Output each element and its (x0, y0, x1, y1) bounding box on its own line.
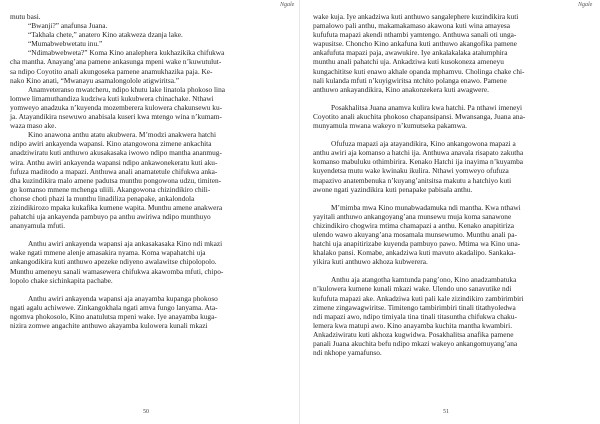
paragraph: Anamveteranso mwatcheru, ndipo khutu lake linatola phokoso lina lomwe limamuthandiza kudziwa kuti kukubwera chinachake. Nthawi yomweyo anadzuka n’kuyenda mozemberera kulowera chakunsewu ku- ja. Atayandikira nsewuwo anabisala kuseri kwa mtengo wina n’kumam- waza maso ake. (10, 84, 226, 131)
paragraph: Anthu awiri ankayenda wapansi aja ankasakasaka Kino ndi mkazi wake ngati mmene alenje amasakira nyama. Koma wapahatchi uja ankangodikira kuti anthuwo apezeke ndiyeno awalawitse chipolopolo. Munthu ameneyu sanali wamasewera chifukwa akawomba mfuti, chipo- lopolo chake sichinkapita pachabe. (10, 239, 224, 285)
running-header: Ngale (578, 2, 593, 8)
page-number: 50 (143, 409, 149, 415)
paragraph: “Mumabwebwetatu inu.” (28, 39, 103, 49)
paragraph: “Bwanji?” anafunsa Juana. (28, 21, 108, 31)
right-page (300, 0, 600, 424)
paragraph: Anthu aja atangotha kamtunda pang’ono, Kino anadzambatuka n’kulowera kumene kunali mkazi wake. Ulendo uno sanavutike ndi kufufuta mapazi ake. Ankadziwa kuti pali kale zizindikiro zambirimbiri zimene zingawagwiritse. Timitengo tambirimbiri tinali titathyoledwa ndi mapazi awo, ndipo timiyala tina tinali titasuntha chifukwa chaku- lemera kwa matupi awo. Kino anayamba kuchita mantha kwambiri. Ankadziwiratu kuti akhoza kugwidwa. Posakhalitsa anafika pamene panali Juana akuchita befu ndipo mkazi wakeyo ankangomuyang’ana ndi nkhope yamafunso. (313, 275, 524, 358)
paragraph: Ofufuza mapazi aja atayandikira, Kino ankangowona mapazi a anthu awiri aja komanso a hatchi ija. Anthuwa anavala risapato zakutha komanso mabuluku othimbirira. Kenako Hatchi ija inayima n’kuyamba kuyendetsa mutu wake kwinaku ikulira. Nthawi yomweyo ofufuza mapazivo anatembenuka n’kuyang’anitsitsa makutu a hatchiyo kuti awone ngati yazindikira kuti penapake pabisala anthu. (313, 139, 524, 194)
running-header: Ngale (280, 2, 295, 8)
paragraph: mutu basi. (10, 12, 41, 21)
paragraph: M’mimba mwa Kino munabwadamuka ndi mantha. Kwa nthawi yayitali anthuwo ankangoyang’ana munsewu muja koma sanawone chizindikiro chogwira mtima chamapazi a anthu. Kenako anapitiriza ulendo wawo akuyang’ana mosamala munsewumo. Munthu anali pa- hatchi uja anapitirizabe kuyenda pambuyo pawo. Mtima wa Kino una- khalako pansi. Komabe, ankadziwa kuti mavuto akadalipo. Sankaka- yikira kuti anthuwo akhoza kubwerera. (313, 202, 521, 267)
page-text (313, 12, 588, 357)
paragraph: “Ndimabwebweta?” Koma Kino analephera kukhazikika chifukwa cha mantha. Anayang’ana pamene ankasunga mpeni wake n’kuwutulut- sa ndipo Coyotito anali akungoseka pamene anamukhazika paja. Ke- nako Kino anati, “Mwanayu asamalongolole atigwiritsa.” (10, 48, 225, 85)
page-text (10, 12, 287, 330)
paragraph: Posakhalitsa Juana anamva kulira kwa hatchi. Pa nthawi imeneyi Coyotito anali akuchita phokoso chapansipansi. Mwansanga, Juana ana- munyamula mwana wakeyo n’kumutseka pakamwa. (313, 102, 526, 131)
paragraph: wake kuja. Iye ankadziwa kuti anthuwo sangalephere kuzindikira kuti pamalowo pali anthu, makamakamaso akawona kuti wina amayesa kufufuta mapazi akendi nthambi yamtengo. Anthuwa sanali oti unga- wapusitse. Choncho Kino ankafuna kuti anthuwo akangofika pamene ankafufuta mapazi paja, awawukire. Iye ankalakalaka atalumphira munthu anali pahatchi uja. Ankadziwa kuti kusokoneza ameneyu kungachititse kuti enawo akhale opanda mphamvu. Cholinga chake chi- nali kulanda mfuti n’kuyigwiritsa ntchito polanga enawo. Pamene anthuwo ankayandikira, Kino anakonzekera kuti awagwere. (313, 12, 525, 94)
paragraph: “Takhala chete,” anatero Kino atakweza dzanja lake. (28, 30, 183, 40)
paragraph: Anthu awiri ankayenda wapansi aja anayamba kupanga phokoso ngati agalu achiwewe. Zinkangokhala ngati amva fungo lanyama. Ata- ngomva phokosolo, Kino anatulutsa mpeni wake. Iye anayamba kuga- nizira zomwe angachite anthuwo akayamba kulowera kunali mkazi (10, 293, 218, 330)
paragraph: Kino anawona anthu atatu akubwera. M’modzi anakwera hatchi ndipo awiri ankayenda wapansi. Kino atangowona zimene ankachita anadziwiratu kuti anthuwo akusakasaka iwowo ndipo mantha ananmug- wira. Anthu awiri ankayenda wapansi ndipo ankawonekeratu kuti aku- fufuza maditodo a mapazi. Anthuwa anali anamatetule chifukwa anka- dha kuzindikira malo amene padutsa munthu pongowona udzu, timiten- go komanso mmene mchenga uliili. Akangowona chizindikiro chili- chonse choti phazi la munthu linadiliza penapake, ankalondola zizindikirozo mpaka kukafika kumene wapita. Munthu amene anakwera pahatchi uja ankayenda pambuyo pa anthu awiriwa ndipo munthuyo ananyamula mfuti. (10, 130, 223, 231)
page-number: 51 (443, 409, 449, 415)
